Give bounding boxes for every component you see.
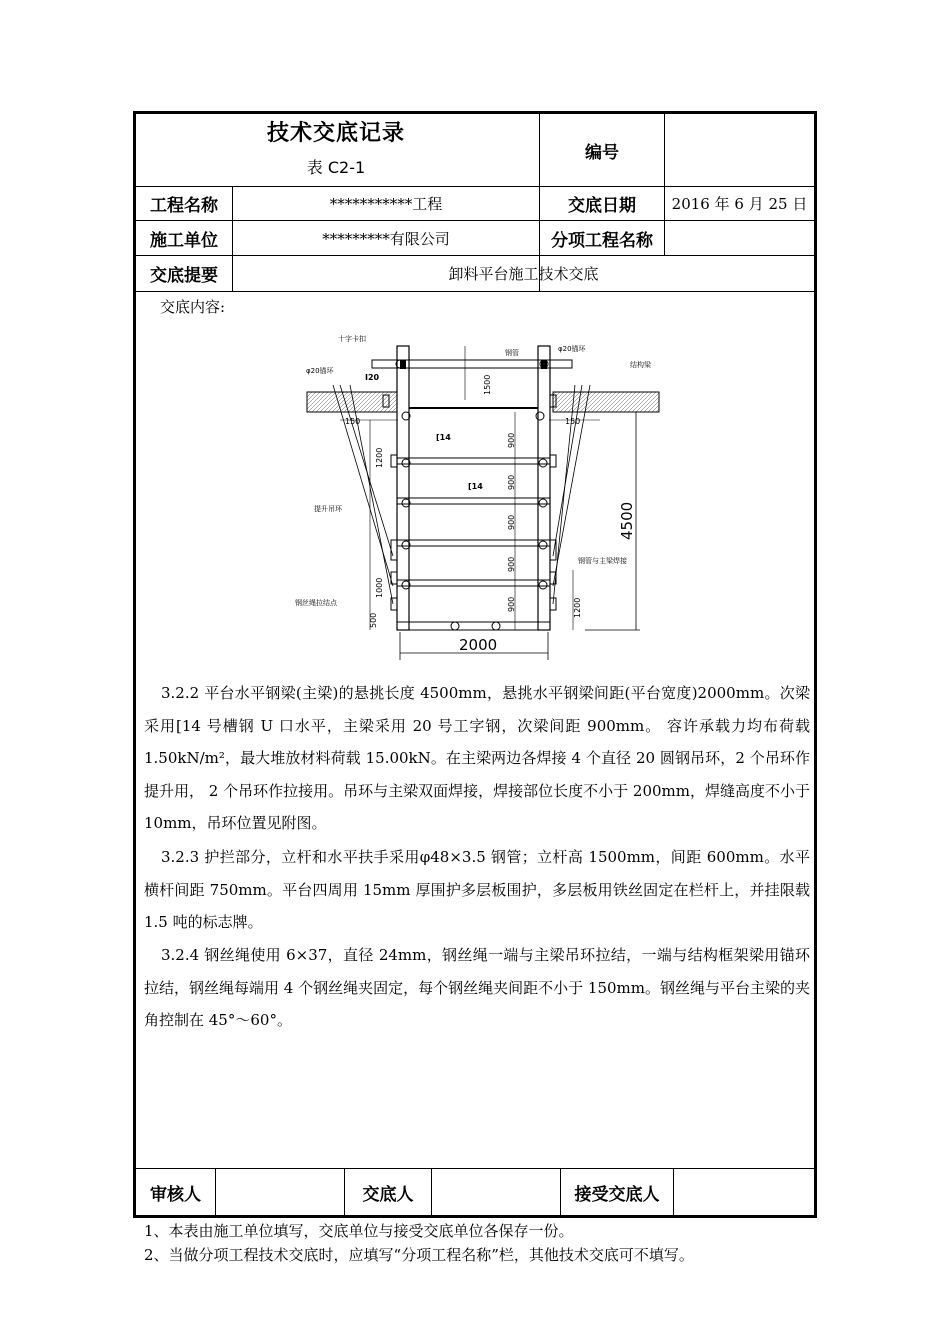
label-channel-1: [14 <box>436 433 451 442</box>
dim-150-left: 150 <box>345 417 361 426</box>
dim-900-5: 900 <box>507 596 516 612</box>
note-2: 2、当做分项工程技术交底时，应填写“分项工程名称”栏，其他技术交底可不填写。 <box>144 1246 694 1264</box>
paragraph-3-2-4: 3.2.4 钢丝绳使用 6×37，直径 24mm，钢丝绳一端与主梁吊环拉结，一端与结构框架梁用锚环拉结，钢丝绳每端用 4 个钢丝绳夹固定，每个钢丝绳夹间距不小于 150mm。钢丝绳与平台主梁的夹角控制在 45°～60°。 <box>144 946 810 1029</box>
sub-project-label: 分项工程名称 <box>551 230 653 251</box>
reviewer-label: 审核人 <box>150 1184 201 1205</box>
label-lift-ring: 提升吊环 <box>314 505 342 513</box>
label-anchor-ring-top: φ20锚环 <box>558 345 586 353</box>
project-name-value[interactable]: ***********工程 <box>329 195 443 213</box>
label-pipe-weld: 钢管与主梁焊接 <box>578 557 627 565</box>
dim-900-3: 900 <box>507 514 516 530</box>
content-label: 交底内容: <box>160 298 226 316</box>
label-anchor-ring-left: φ20锚环 <box>306 367 334 375</box>
number-label: 编号 <box>585 142 619 163</box>
receiver-label: 接受交底人 <box>574 1184 660 1205</box>
date-label: 交底日期 <box>568 196 636 216</box>
note-1: 1、本表由施工单位填写，交底单位与接受交底单位各保存一份。 <box>144 1222 574 1240</box>
number-value[interactable] <box>665 114 814 186</box>
date-value[interactable]: 2016 年 6 月 25 日 <box>671 195 808 213</box>
unit-value[interactable]: *********有限公司 <box>322 229 450 248</box>
dim-900-4: 900 <box>507 556 516 572</box>
label-steel-pipe: 钢管 <box>505 349 519 357</box>
label-i-beam: I20 <box>365 373 380 382</box>
platform-diagram <box>290 330 670 660</box>
dim-1200-bottom: 1200 <box>573 597 582 618</box>
sub-project-value[interactable] <box>665 221 814 255</box>
discloser-value[interactable] <box>432 1169 560 1215</box>
dim-1500: 1500 <box>483 374 492 395</box>
discloser-label: 交底人 <box>362 1184 414 1205</box>
unit-label: 施工单位 <box>150 230 218 251</box>
paragraph-3-2-3: 3.2.3 护拦部分，立杆和水平扶手采用φ48×3.5 钢管；立杆高 1500mm，间距 600mm。水平横杆间距 750mm。平台四周用 15mm 厚围护多层板围护，多层板用铁丝固定在栏杆上，并挂限载 1.5 吨的标志牌。 <box>144 848 810 931</box>
dim-150-right: 150 <box>565 417 581 426</box>
summary-label: 交底提要 <box>150 266 218 286</box>
dim-900-1: 900 <box>507 432 516 448</box>
dim-1000: 1000 <box>375 577 384 598</box>
document-title: 技术交底记录 <box>266 121 405 146</box>
dim-500: 500 <box>369 612 378 628</box>
form-code: 表 C2-1 <box>306 158 366 177</box>
dim-2000: 2000 <box>459 636 498 654</box>
label-cross-clamp: 十字卡扣 <box>338 335 366 343</box>
dim-4500: 4500 <box>618 501 636 540</box>
dim-900-2: 900 <box>507 474 516 490</box>
label-structure-beam: 结构梁 <box>630 361 651 369</box>
project-name-label: 工程名称 <box>150 196 218 216</box>
reviewer-value[interactable] <box>216 1169 344 1215</box>
row-divider <box>133 291 817 292</box>
summary-value[interactable]: 卸料平台施工技术交底 <box>448 265 599 283</box>
paragraph-3-2-2: 3.2.2 平台水平钢梁(主梁)的悬挑长度 4500mm，悬挑水平钢梁间距(平台宽度)2000mm。次梁采用[14 号槽钢 U 口水平，主梁采用 20 号工字钢，次梁间距 900mm。 容许承载力均布荷载 1.50kN/m²，最大堆放材料荷载 15.00kN。在主梁两边各焊接 4 个直径 20 圆钢吊环，2 个吊环作提升用， 2 个吊环作拉接用。吊环与主梁双面焊接，焊接部位长度不小于 200mm，焊缝高度不小于 10mm，吊环位置见附图。 <box>144 684 810 832</box>
label-rope-anchor: 钢丝绳拉结点 <box>295 599 337 607</box>
receiver-value[interactable] <box>674 1169 814 1215</box>
label-channel-2: [14 <box>468 482 483 491</box>
dim-1200-top: 1200 <box>375 447 384 468</box>
